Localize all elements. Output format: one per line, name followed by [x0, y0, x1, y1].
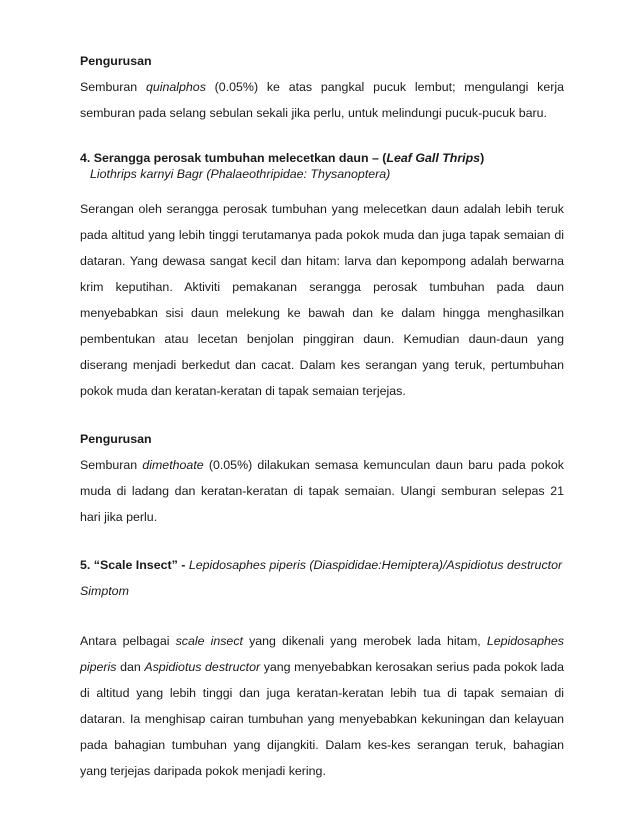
pest-scientific-name: Lepidosaphes piperis (Diaspididae:Hemiptera)/Aspidiotus destructor	[188, 558, 563, 572]
pest-common-name: Leaf Gall Thrips	[386, 151, 481, 165]
title-text: )	[480, 151, 485, 165]
text-run: Semburan	[80, 458, 143, 472]
text-run: Antara pelbagai	[80, 634, 176, 648]
text-run: (0.05%) ke atas pangkal pucuk lembut; mengulangi kerja semburan pada selang sebulan sekali jika perlu, untuk melindungi pucuk-pucuk baru.	[80, 80, 564, 120]
chemical-name: quinalphos	[145, 80, 206, 94]
paragraph-line: menyebabkan sisi daun melekung ke bawah dan ke dalam hingga menghasilkan	[80, 306, 564, 320]
italic-term: piperis	[80, 660, 117, 674]
management-paragraph	[80, 74, 564, 126]
paragraph-line: krim keputihan. Aktiviti pemakanan serangga perosak tumbuhan pada daun	[80, 280, 564, 294]
paragraph-line: dataran. Ia menghisap cairan tumbuhan yang menyebabkan kekuningan dan kelayuan	[80, 712, 564, 726]
paragraph-line: pembentukan atau lecetan benjolan pinggiran daun. Kemudian daun-daun yang	[80, 332, 564, 346]
title-text: 5. “Scale Insect” -	[80, 558, 189, 572]
pest-title	[80, 150, 564, 166]
document-page	[80, 48, 564, 784]
spacer	[80, 530, 564, 552]
text-run: Semburan	[80, 80, 146, 94]
pest-section-leaf-gall-thrips	[80, 150, 564, 404]
pest-section-scale-insect	[80, 552, 564, 784]
pest-scientific-name: Liothrips karnyi Bagr (Phalaeothripidae: Thysanoptera)	[90, 167, 391, 181]
paragraph-line: Serangan oleh serangga perosak tumbuhan yang melecetkan daun adalah lebih teruk	[80, 202, 564, 216]
paragraph-line: yang terjejas daripada pokok menjadi kering.	[80, 764, 326, 778]
section-heading: Pengurusan	[80, 432, 152, 446]
italic-term: Aspidiotus destructor	[144, 660, 261, 674]
symptom-subheading: Simptom	[80, 584, 129, 598]
text-run: yang dikenali yang merobek lada hitam,	[242, 634, 487, 648]
paragraph-line: pokok muda dan keratan-keratan di tapak semaian terjejas.	[80, 384, 406, 398]
paragraph-line: dataran. Yang dewasa sangat kecil dan hitam: larva dan kepompong adalah berwarna	[80, 254, 564, 268]
italic-term: scale insect	[175, 634, 243, 648]
chemical-name: dimethoate	[142, 458, 204, 472]
pest-title	[80, 552, 564, 578]
text-run: yang menyebabkan kerosakan serius pada pokok lada	[260, 660, 565, 674]
section-heading: Pengurusan	[80, 54, 152, 68]
italic-term: Lepidosaphes	[486, 634, 564, 648]
paragraph-line: muda di ladang dan keratan-keratan di tapak semaian. Ulangi semburan selepas 21	[80, 484, 564, 498]
paragraph-line: di altitud yang lebih tinggi dan juga keratan-keratan lebih tua di tapak semaian di	[80, 686, 564, 700]
spacer	[80, 182, 564, 196]
paragraph-line	[80, 628, 564, 654]
spacer	[80, 404, 564, 426]
paragraph-line: pada bahagian tumbuhan yang dijangkiti. Dalam kes-kes serangan teruk, bahagian	[80, 738, 564, 752]
title-text: 4. Serangga perosak tumbuhan melecetkan daun – (	[80, 151, 387, 165]
management-section-dimethoate	[80, 426, 564, 530]
paragraph-line: diserang menjadi berkedut dan cacat. Dalam kes serangan yang teruk, pertumbuhan	[80, 358, 564, 372]
text-run: dan	[116, 660, 145, 674]
paragraph-line	[80, 452, 564, 478]
text-run: (0.05%) dilakukan semasa kemunculan daun baru pada pokok	[203, 458, 564, 472]
management-section-quinalphos	[80, 48, 564, 126]
pest-description	[80, 196, 564, 404]
spacer	[80, 126, 564, 150]
paragraph-line	[80, 654, 564, 680]
paragraph-line: pada altitud yang lebih tinggi terutamanya pada pokok muda dan juga tapak semaian di	[80, 228, 564, 242]
pest-description	[80, 628, 564, 784]
spacer	[80, 604, 564, 628]
paragraph-line: hari jika perlu.	[80, 510, 158, 524]
